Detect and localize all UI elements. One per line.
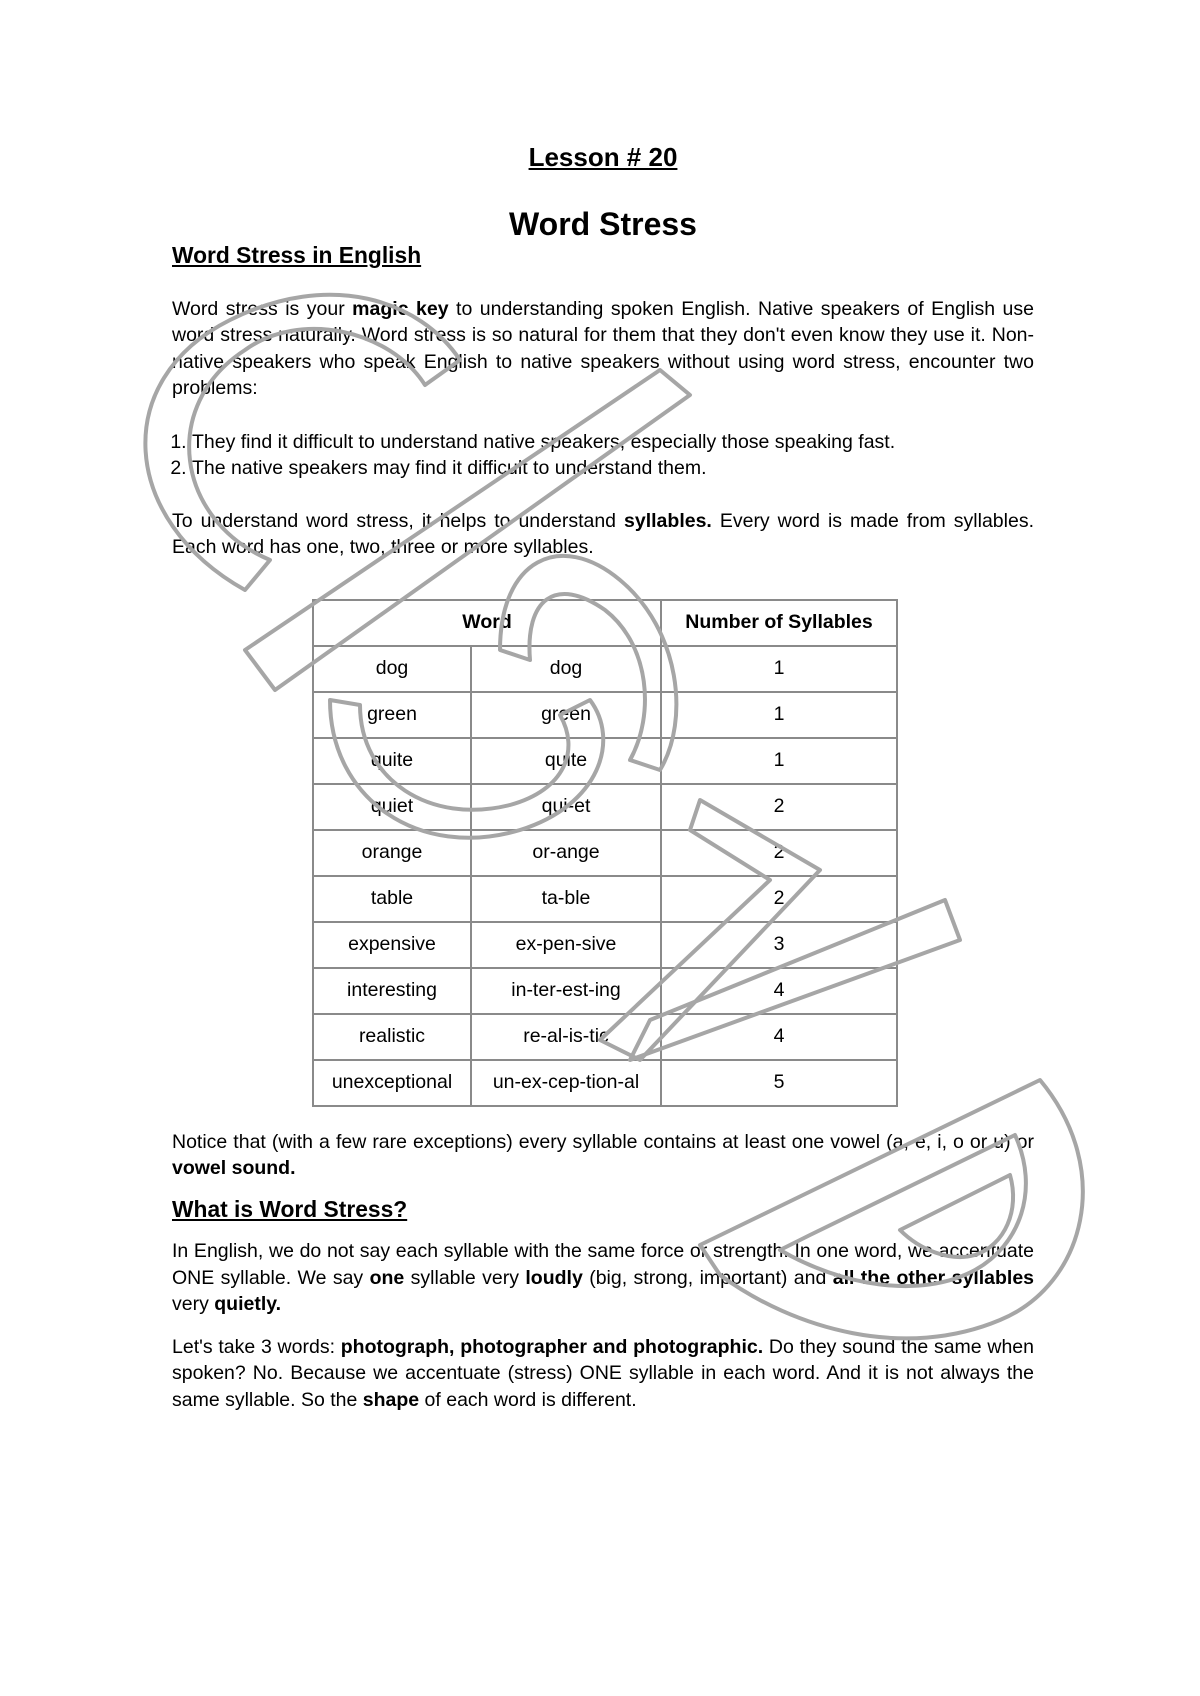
- section-heading-what-is-word-stress: What is Word Stress?: [172, 1195, 408, 1222]
- cell-split: or-ange: [471, 830, 661, 876]
- cell-split: dog: [471, 646, 661, 692]
- text-run: Let's take 3 words:: [172, 1335, 341, 1358]
- table-row: [313, 1014, 897, 1060]
- list-item: 2. The native speakers may find it difficult to understand them.: [192, 455, 1034, 482]
- text-run: syllable very: [404, 1266, 526, 1289]
- list-item: 1. They find it difficult to understand native speakers, especially those speaking fast.: [192, 429, 1034, 456]
- section-heading-word-stress-in-english: Word Stress in English: [172, 242, 422, 268]
- cell-word: table: [313, 876, 471, 922]
- table-row: [313, 738, 897, 784]
- cell-word: expensive: [313, 922, 471, 968]
- problems-list: [172, 429, 1034, 482]
- cell-split: quite: [471, 738, 661, 784]
- intro-paragraph: [172, 296, 1034, 402]
- bold-text: all the other syllables: [832, 1266, 1035, 1289]
- cell-word: interesting: [313, 968, 471, 1014]
- bold-text: shape: [362, 1388, 420, 1411]
- photograph-paragraph: [172, 1334, 1034, 1414]
- bold-text: one: [369, 1266, 405, 1289]
- text-run: In English, we do not say each syllable with the same force or strength. In one word, we accentuate ONE syllable. We say: [172, 1240, 1034, 1289]
- cell-word: realistic: [313, 1014, 471, 1060]
- cell-count: 2: [661, 830, 897, 876]
- cell-split: green: [471, 692, 661, 738]
- cell-split: qui-et: [471, 784, 661, 830]
- document-content: [172, 140, 1034, 1413]
- cell-count: 1: [661, 692, 897, 738]
- table-row: [313, 876, 897, 922]
- text-run: Notice that (with a few rare exceptions) every syllable contains at least one vowel (a, e, i, o or u) or: [172, 1130, 1034, 1153]
- text-run: very: [172, 1293, 215, 1315]
- cell-split: ex-pen-sive: [471, 922, 661, 968]
- table-row: [313, 784, 897, 830]
- table-row: [313, 968, 897, 1014]
- header-number-of-syllables: Number of Syllables: [661, 600, 897, 646]
- cell-count: 2: [661, 876, 897, 922]
- lesson-number: Lesson # 20: [528, 142, 678, 172]
- text-run: to understanding spoken English. Native speakers of English use word stress naturally. Word stress is so natural for them that they don't even know they use it. Non-native speakers who speak English to native speakers without using word stress, encounter two problems:: [172, 297, 1034, 399]
- bold-text: loudly: [525, 1266, 583, 1289]
- table-header-row: [313, 600, 897, 646]
- table-row: [313, 692, 897, 738]
- bold-text: magic key: [352, 297, 449, 320]
- text-run: To understand word stress, it helps to understand: [172, 509, 625, 532]
- header-word: Word: [313, 600, 661, 646]
- vowel-paragraph: [172, 1129, 1034, 1182]
- table-row: [313, 830, 897, 876]
- cell-word: quite: [313, 738, 471, 784]
- syllables-table: [312, 599, 898, 1107]
- cell-word: unexceptional: [313, 1060, 471, 1106]
- cell-split: un-ex-cep-tion-al: [471, 1060, 661, 1106]
- text-run: of each word is different.: [419, 1388, 637, 1411]
- syllables-paragraph: [172, 508, 1034, 561]
- text-run: Every word is made from syllables. Each word has one, two, three or more syllables.: [172, 509, 1034, 558]
- cell-count: 3: [661, 922, 897, 968]
- bold-text: photograph, photographer and photographic.: [340, 1335, 764, 1358]
- table-row: [313, 1060, 897, 1106]
- bold-text: quietly.: [214, 1293, 282, 1315]
- text-run: (big, strong, important) and: [582, 1266, 833, 1289]
- cell-split: in-ter-est-ing: [471, 968, 661, 1014]
- cell-count: 4: [661, 1014, 897, 1060]
- cell-word: quiet: [313, 784, 471, 830]
- page-title: Word Stress: [509, 206, 697, 242]
- accentuate-paragraph: [172, 1238, 1034, 1318]
- cell-count: 1: [661, 738, 897, 784]
- text-run: Word stress is your: [172, 297, 353, 320]
- cell-count: 2: [661, 784, 897, 830]
- table-row: [313, 922, 897, 968]
- cell-word: orange: [313, 830, 471, 876]
- text-run: Do they sound the same when spoken? No. Because we accentuate (stress) ONE syllable in each word. And it is not always the same syllable. So the: [172, 1335, 1034, 1411]
- table-row: [313, 646, 897, 692]
- cell-split: re-al-is-tic: [471, 1014, 661, 1060]
- bold-text: vowel sound.: [172, 1157, 296, 1179]
- cell-word: dog: [313, 646, 471, 692]
- bold-text: syllables.: [624, 509, 712, 532]
- cell-split: ta-ble: [471, 876, 661, 922]
- cell-count: 1: [661, 646, 897, 692]
- cell-count: 5: [661, 1060, 897, 1106]
- cell-word: green: [313, 692, 471, 738]
- cell-count: 4: [661, 968, 897, 1014]
